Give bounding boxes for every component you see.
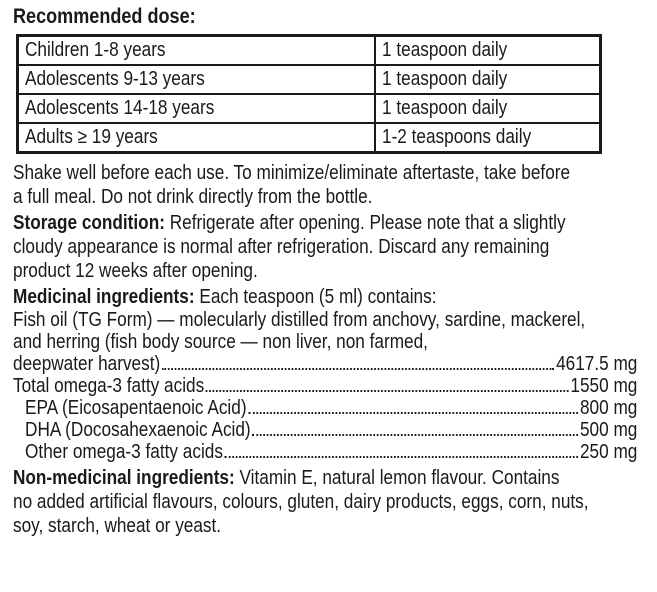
storage-paragraph: [13, 211, 643, 283]
dose-amount-text: 1 teaspoon daily: [382, 97, 508, 119]
medicinal-section: [13, 285, 643, 309]
non-medicinal-label: Non-medicinal ingredients:: [13, 467, 235, 489]
dose-group-cell: [18, 36, 376, 66]
dot-leader: [248, 411, 578, 414]
medicinal-label: Medicinal ingredients:: [13, 286, 195, 308]
storage-line: [13, 211, 566, 235]
medicinal-heading-line: [13, 285, 555, 309]
ingredient-value: 800 mg: [579, 397, 638, 419]
dot-leader: [225, 455, 579, 458]
ingredient-name: EPA (Eicosapentaenoic Acid): [25, 397, 247, 419]
dose-amount-text: 1-2 teaspoons daily: [382, 126, 532, 148]
fish-oil-line: Fish oil (TG Form) — molecularly distilled from anchovy, sardine, mackerel,: [13, 309, 586, 331]
non-medicinal-line: [13, 466, 560, 490]
non-medicinal-section: [13, 466, 643, 538]
dose-group-text: Adults ≥ 19 years: [25, 126, 158, 148]
directions-paragraph: [13, 161, 643, 209]
non-medicinal-line: soy, starch, wheat or yeast.: [13, 515, 222, 537]
table-row: [18, 65, 601, 94]
dose-table: [16, 34, 602, 154]
fish-oil-description: [13, 309, 643, 353]
recommended-dose-heading: Recommended dose:: [13, 5, 196, 28]
ingredient-name: Other omega-3 fatty acids: [25, 441, 223, 463]
table-row: [18, 123, 601, 153]
dose-amount-cell: [375, 123, 601, 153]
supplement-label: [13, 4, 643, 538]
fish-oil-row: [13, 353, 637, 375]
dose-amount-cell: [375, 36, 601, 66]
dose-amount-text: 1 teaspoon daily: [382, 68, 508, 90]
directions-line: Shake well before each use. To minimize/eliminate aftertaste, take before: [13, 162, 571, 184]
dose-amount-cell: [375, 65, 601, 94]
ingredient-row: [13, 419, 637, 441]
fish-oil-label: deepwater harvest): [13, 353, 161, 375]
non-medicinal-line: no added artificial flavours, colours, gluten, dairy products, eggs, corn, nuts,: [13, 491, 589, 513]
dot-leader: [206, 389, 569, 392]
fish-oil-line: and herring (fish body source — non liver, non farmed,: [13, 331, 428, 353]
table-row: [18, 36, 601, 66]
dose-group-text: Adolescents 14-18 years: [25, 97, 215, 119]
storage-line: product 12 weeks after opening.: [13, 260, 258, 282]
ingredient-name: DHA (Docosahexaenoic Acid): [25, 419, 251, 441]
ingredient-value: 250 mg: [579, 441, 638, 463]
ingredient-value: 1550 mg: [570, 375, 638, 397]
fish-oil-value: 4617.5 mg: [556, 353, 638, 375]
storage-label: Storage condition:: [13, 212, 165, 234]
ingredient-name: Total omega-3 fatty acids: [13, 375, 205, 397]
dose-group-cell: [18, 123, 376, 153]
table-row: [18, 94, 601, 123]
dose-group-cell: [18, 65, 376, 94]
dot-leader: [252, 433, 578, 436]
storage-text: Refrigerate after opening. Please note that a slightly: [164, 212, 566, 234]
ingredient-value: 500 mg: [579, 419, 638, 441]
dose-group-text: Adolescents 9-13 years: [25, 68, 205, 90]
ingredient-row: [13, 375, 637, 397]
non-medicinal-text: Vitamin E, natural lemon flavour. Contains: [234, 467, 560, 489]
dose-amount-text: 1 teaspoon daily: [382, 39, 508, 61]
medicinal-intro: Each teaspoon (5 ml) contains:: [194, 286, 437, 308]
storage-line: cloudy appearance is normal after refrigeration. Discard any remaining: [13, 236, 550, 258]
ingredient-row: [13, 397, 637, 419]
directions-line: a full meal. Do not drink directly from the bottle.: [13, 186, 373, 208]
dose-amount-cell: [375, 94, 601, 123]
dot-leader: [162, 367, 554, 370]
ingredient-row: [13, 441, 637, 463]
dose-group-text: Children 1-8 years: [25, 39, 166, 61]
dose-group-cell: [18, 94, 376, 123]
